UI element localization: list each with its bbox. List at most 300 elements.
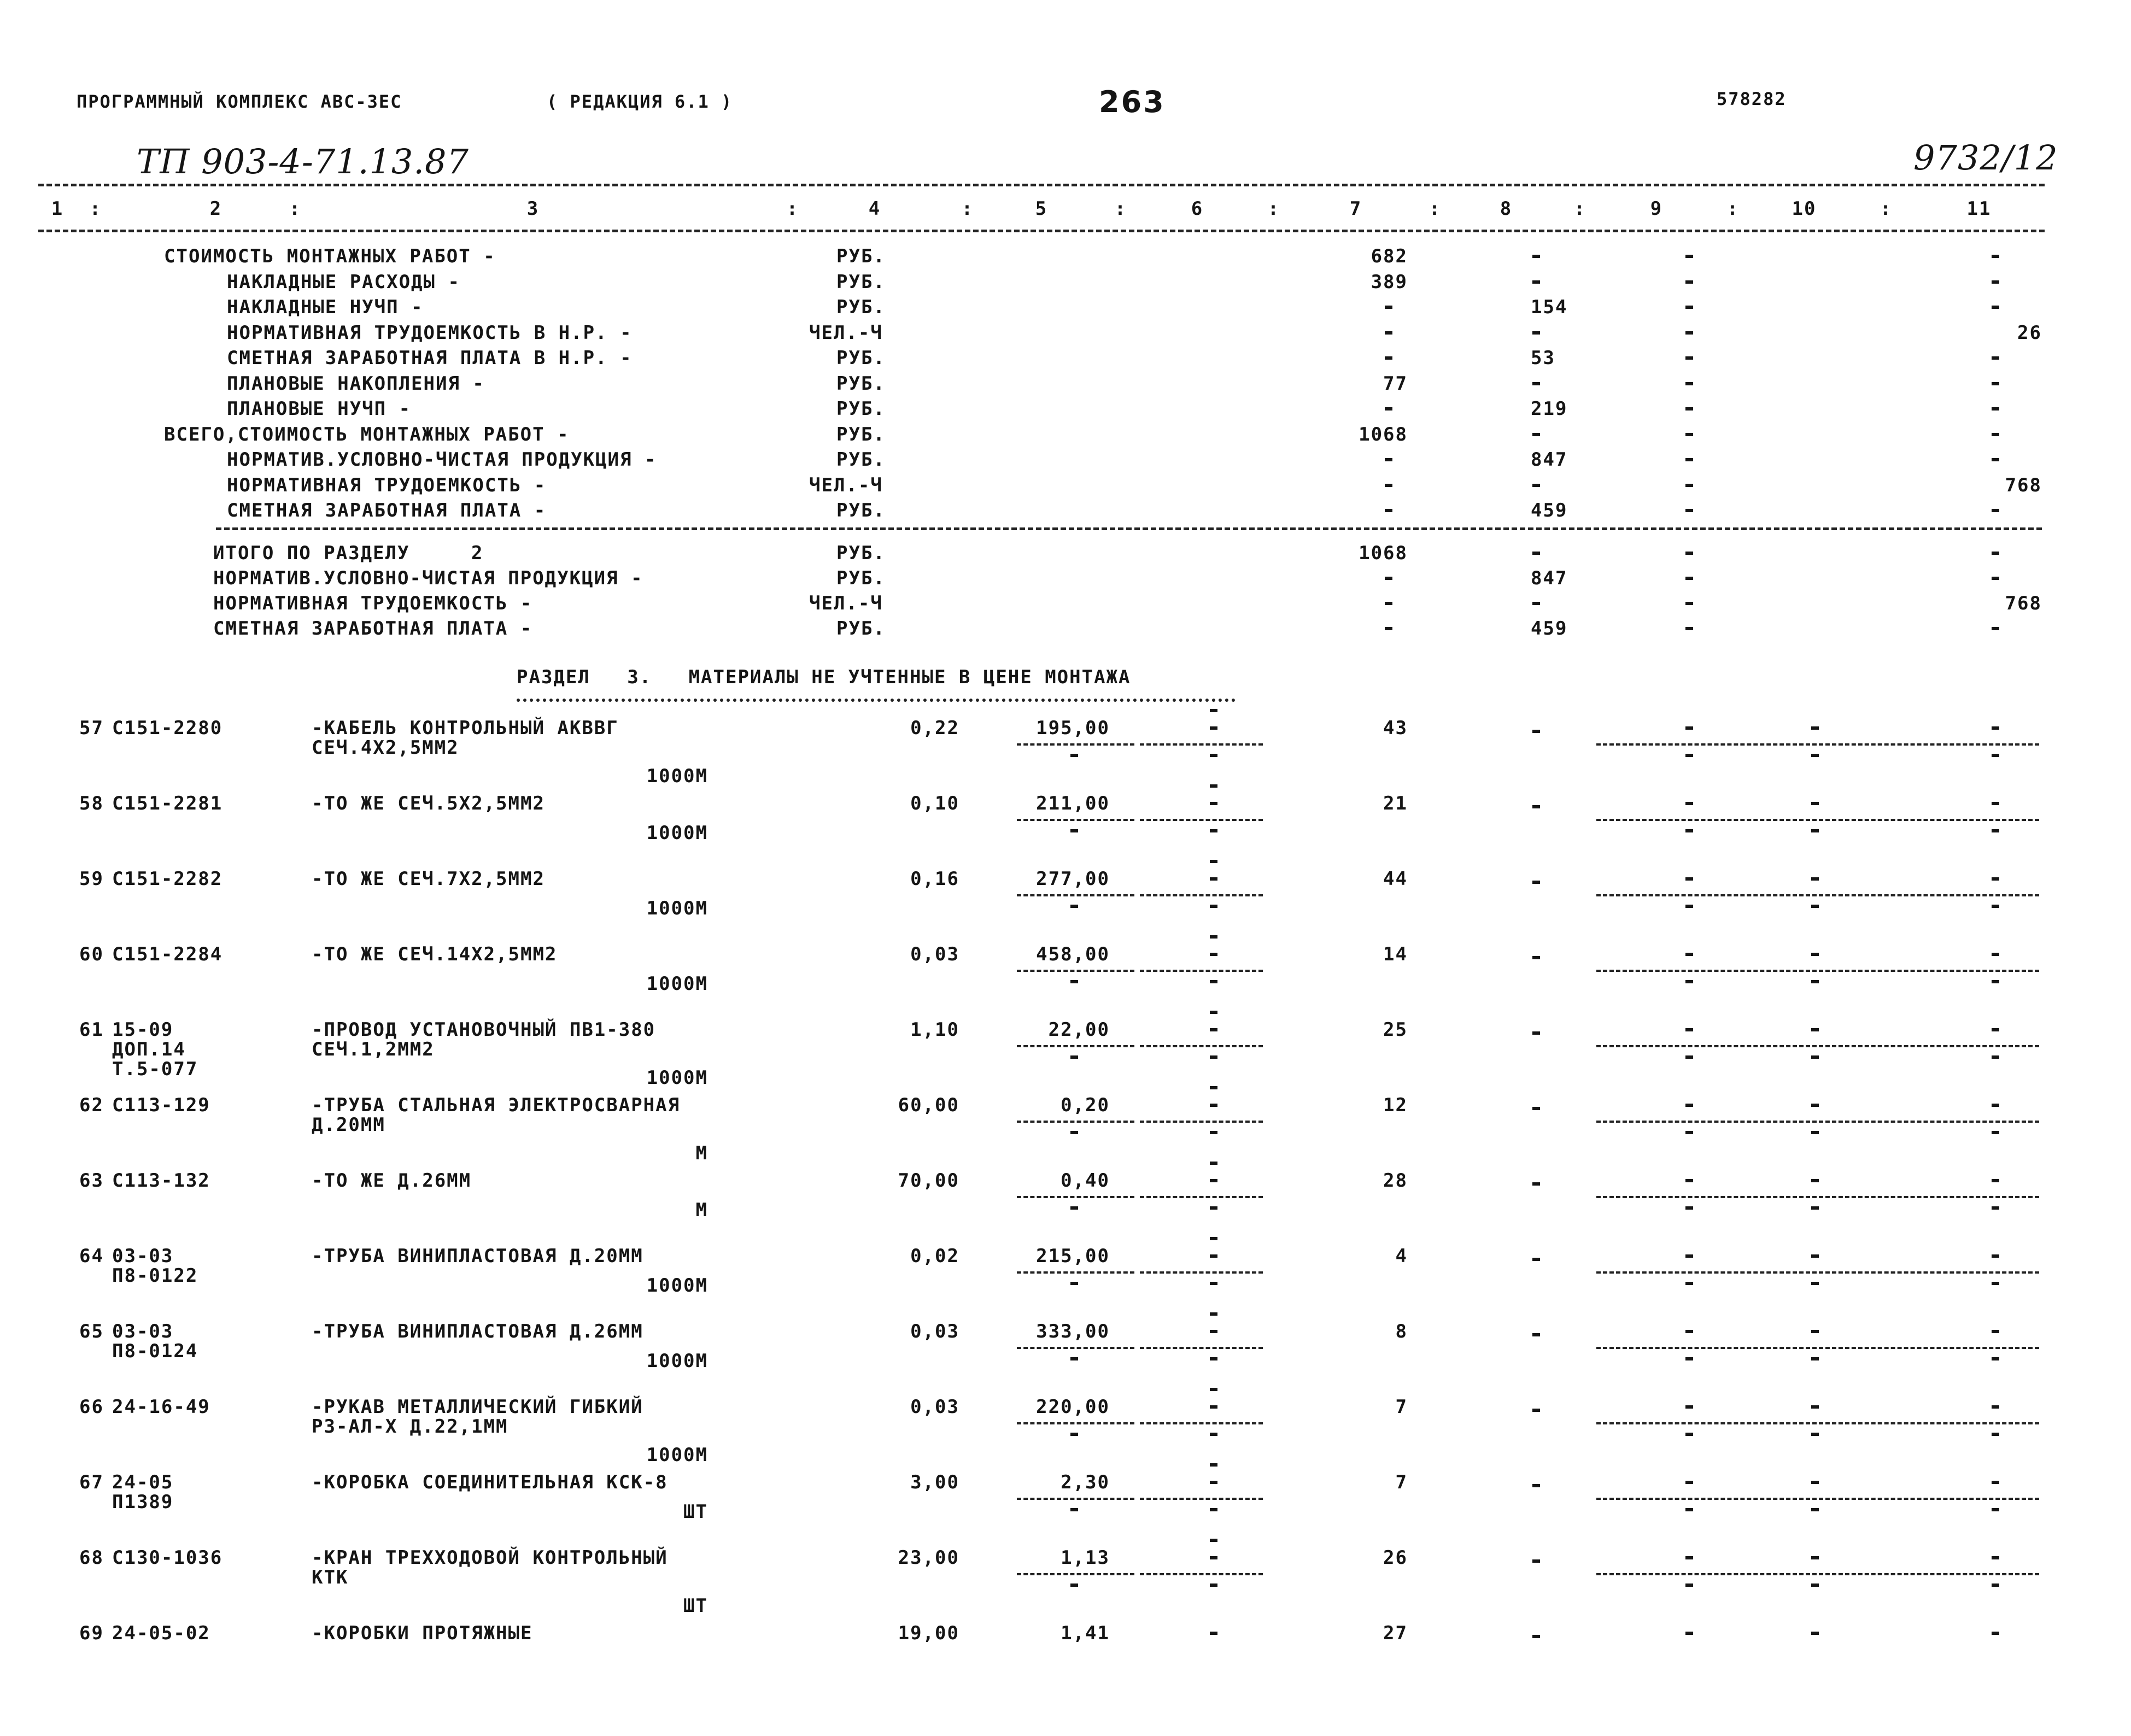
price-split-rule bbox=[1017, 894, 1134, 896]
col11-empty bbox=[1992, 1556, 1999, 1559]
column-divider: : bbox=[1114, 198, 1127, 220]
item-code: С113-129 bbox=[112, 1094, 210, 1116]
col11-lower bbox=[1992, 1508, 1999, 1511]
col11-lower bbox=[1992, 1055, 1999, 1059]
totals-col8: 459 bbox=[1531, 618, 1568, 640]
col10-lower bbox=[1811, 829, 1819, 832]
summary-col11-mark bbox=[1992, 382, 1999, 385]
col8-empty bbox=[1532, 1107, 1540, 1110]
col10-lower bbox=[1811, 1508, 1819, 1511]
column-divider: : bbox=[961, 198, 974, 220]
item-description: -КРАН ТРЕХХОДОВОЙ КОНТРОЛЬНЫЙ bbox=[312, 1547, 668, 1569]
summary-col8-mark bbox=[1532, 331, 1540, 335]
col6-lower bbox=[1210, 754, 1217, 757]
summary-col9-mark bbox=[1685, 382, 1693, 385]
item-description: -КОРОБКИ ПРОТЯЖНЫЕ bbox=[312, 1622, 533, 1644]
item-description: -ТО ЖЕ СЕЧ.5Х2,5ММ2 bbox=[312, 793, 545, 814]
summary-unit: РУБ. bbox=[836, 296, 886, 318]
column-divider: : bbox=[786, 198, 799, 220]
col5-lower bbox=[1070, 1131, 1078, 1134]
col10-empty bbox=[1811, 1254, 1819, 1258]
item-code: П1389 bbox=[112, 1491, 174, 1513]
price-split-rule bbox=[1017, 1498, 1134, 1500]
col9-lower bbox=[1685, 980, 1693, 983]
cols9-11-split-rule bbox=[1596, 819, 2039, 821]
summary-unit: РУБ. bbox=[836, 271, 886, 293]
totals-col9-mark bbox=[1685, 577, 1693, 580]
col5-lower bbox=[1070, 1282, 1078, 1285]
cols9-11-split-rule bbox=[1596, 1271, 2039, 1274]
col9-lower bbox=[1685, 1583, 1693, 1587]
col10-empty bbox=[1811, 1179, 1819, 1182]
col6-lower bbox=[1210, 905, 1217, 908]
item-code: С151-2284 bbox=[112, 943, 223, 965]
summary-col11: 26 bbox=[2017, 321, 2042, 344]
item-quantity: 19,00 bbox=[898, 1622, 959, 1644]
summary-col11-mark bbox=[1992, 255, 1999, 258]
item-number: 69 bbox=[79, 1622, 104, 1644]
column-number-7: 7 bbox=[1349, 198, 1362, 220]
item-code: С151-2280 bbox=[112, 717, 223, 739]
col6-empty bbox=[1210, 1481, 1217, 1484]
summary-col8-mark bbox=[1532, 280, 1540, 284]
item-unit: 1000М bbox=[646, 822, 708, 844]
item-description: -ТРУБА ВИНИПЛАСТОВАЯ Д.26ММ bbox=[312, 1321, 643, 1342]
item-price: 0,40 bbox=[1061, 1170, 1110, 1192]
col11-empty bbox=[1992, 1330, 1999, 1333]
price-split-rule bbox=[1017, 1196, 1134, 1198]
summary-label: НОРМАТИВ.УСЛОВНО-ЧИСТАЯ ПРОДУКЦИЯ - bbox=[227, 449, 657, 471]
col10-lower bbox=[1811, 1206, 1819, 1210]
item-unit: М bbox=[695, 1199, 708, 1221]
item-number: 58 bbox=[79, 793, 104, 814]
item-number: 62 bbox=[79, 1094, 104, 1116]
item-total: 21 bbox=[1383, 793, 1408, 814]
summary-col9-mark bbox=[1685, 356, 1693, 360]
item-quantity: 0,03 bbox=[910, 1321, 959, 1342]
totals-col7-mark bbox=[1385, 627, 1392, 630]
section-title-underline bbox=[517, 699, 1236, 702]
col6-lower bbox=[1210, 829, 1217, 832]
item-description: РЗ-АЛ-Х Д.22,1ММ bbox=[312, 1416, 508, 1438]
col10-lower bbox=[1811, 1357, 1819, 1360]
item-quantity: 23,00 bbox=[898, 1547, 959, 1569]
col10-empty bbox=[1811, 1405, 1819, 1409]
sheet-number: 9732/12 bbox=[1913, 138, 2058, 178]
column-number-5: 5 bbox=[1035, 198, 1048, 220]
col6-split-rule bbox=[1140, 743, 1263, 746]
col6-split-rule bbox=[1140, 1573, 1263, 1575]
column-number-2: 2 bbox=[209, 198, 223, 220]
document-code: 578282 bbox=[1717, 89, 1787, 109]
item-number: 61 bbox=[79, 1019, 104, 1041]
summary-label: НОРМАТИВНАЯ ТРУДОЕМКОСТЬ - bbox=[227, 474, 547, 496]
summary-col8: 847 bbox=[1531, 449, 1568, 471]
summary-unit: РУБ. bbox=[836, 398, 886, 420]
totals-unit: РУБ. bbox=[836, 618, 886, 640]
item-code: П8-0124 bbox=[112, 1340, 198, 1362]
summary-col8-mark bbox=[1532, 382, 1540, 385]
col11-empty bbox=[1992, 1254, 1999, 1258]
summary-col9-mark bbox=[1685, 484, 1693, 487]
col10-empty bbox=[1811, 1632, 1819, 1635]
column-divider: : bbox=[1267, 198, 1280, 220]
col6-upper bbox=[1210, 1162, 1217, 1165]
summary-col11-mark bbox=[1992, 356, 1999, 360]
item-total: 4 bbox=[1395, 1245, 1408, 1267]
cols9-11-split-rule bbox=[1596, 970, 2039, 972]
summary-col7-mark bbox=[1385, 407, 1392, 410]
col8-empty bbox=[1532, 1333, 1540, 1336]
summary-col9-mark bbox=[1685, 458, 1693, 461]
item-description: -КАБЕЛЬ КОНТРОЛЬНЫЙ АКВВГ bbox=[312, 717, 619, 739]
item-code: 24-05 bbox=[112, 1471, 174, 1493]
price-split-rule bbox=[1017, 1121, 1134, 1123]
col9-empty bbox=[1685, 1330, 1693, 1333]
price-split-rule bbox=[1017, 1573, 1134, 1575]
col11-lower bbox=[1992, 1206, 1999, 1210]
summary-col7-mark bbox=[1385, 356, 1392, 360]
totals-col9-mark bbox=[1685, 627, 1693, 630]
item-price: 2,30 bbox=[1061, 1471, 1110, 1493]
column-number-8: 8 bbox=[1500, 198, 1513, 220]
col9-empty bbox=[1685, 1254, 1693, 1258]
totals-col8-mark bbox=[1532, 552, 1540, 555]
col9-empty bbox=[1685, 1104, 1693, 1107]
col10-empty bbox=[1811, 953, 1819, 956]
col8-empty bbox=[1532, 1559, 1540, 1563]
item-price: 211,00 bbox=[1036, 793, 1110, 814]
col6-empty bbox=[1210, 802, 1217, 805]
item-unit: ШТ bbox=[683, 1501, 708, 1523]
page-number: 263 bbox=[1099, 85, 1166, 119]
summary-col7: 389 bbox=[1371, 271, 1408, 293]
item-description: -ТРУБА ВИНИПЛАСТОВАЯ Д.20ММ bbox=[312, 1245, 643, 1267]
item-number: 63 bbox=[79, 1170, 104, 1192]
summary-col8: 459 bbox=[1531, 500, 1568, 521]
cols9-11-split-rule bbox=[1596, 1196, 2039, 1198]
summary-col8-mark bbox=[1532, 255, 1540, 258]
col9-empty bbox=[1685, 1405, 1693, 1409]
col6-upper bbox=[1210, 860, 1217, 863]
item-code: С130-1036 bbox=[112, 1547, 223, 1569]
col5-lower bbox=[1070, 1583, 1078, 1587]
col10-empty bbox=[1811, 726, 1819, 730]
column-divider: : bbox=[1429, 198, 1442, 220]
summary-unit: РУБ. bbox=[836, 347, 886, 369]
col6-split-rule bbox=[1140, 1347, 1263, 1349]
totals-label: НОРМАТИВНАЯ ТРУДОЕМКОСТЬ - bbox=[213, 593, 533, 614]
col6-split-rule bbox=[1140, 1121, 1263, 1123]
summary-col9-mark bbox=[1685, 407, 1693, 410]
summary-col7: 1068 bbox=[1359, 423, 1408, 445]
col8-empty bbox=[1532, 1182, 1540, 1186]
item-code: Т.5-077 bbox=[112, 1058, 198, 1080]
col6-empty bbox=[1210, 1330, 1217, 1333]
col9-lower bbox=[1685, 1357, 1693, 1360]
col11-empty bbox=[1992, 877, 1999, 881]
col8-empty bbox=[1532, 1635, 1540, 1638]
program-name: ПРОГРАММНЫЙ КОМПЛЕКС АВС-ЗЕС bbox=[77, 91, 402, 112]
item-quantity: 0,03 bbox=[910, 943, 959, 965]
totals-col11: 768 bbox=[2005, 593, 2042, 614]
col6-upper bbox=[1210, 1539, 1217, 1542]
col6-split-rule bbox=[1140, 1422, 1263, 1424]
item-number: 66 bbox=[79, 1396, 104, 1418]
item-number: 67 bbox=[79, 1471, 104, 1493]
col5-lower bbox=[1070, 1508, 1078, 1511]
header-rule-top bbox=[38, 184, 2045, 186]
totals-col9-mark bbox=[1685, 552, 1693, 555]
col6-split-rule bbox=[1140, 1271, 1263, 1274]
item-total: 43 bbox=[1383, 717, 1408, 739]
summary-col7-mark bbox=[1385, 458, 1392, 461]
cols9-11-split-rule bbox=[1596, 1045, 2039, 1047]
item-code: 03-03 bbox=[112, 1245, 174, 1267]
totals-col11-mark bbox=[1992, 552, 1999, 555]
col10-empty bbox=[1811, 1330, 1819, 1333]
item-quantity: 0,10 bbox=[910, 793, 959, 814]
item-quantity: 0,03 bbox=[910, 1396, 959, 1418]
totals-label: СМЕТНАЯ ЗАРАБОТНАЯ ПЛАТА - bbox=[213, 618, 533, 640]
price-split-rule bbox=[1017, 1347, 1134, 1349]
col6-empty bbox=[1210, 726, 1217, 730]
summary-unit: ЧЕЛ.-Ч bbox=[809, 474, 883, 496]
col6-split-rule bbox=[1140, 819, 1263, 821]
item-description: КТК bbox=[312, 1567, 349, 1588]
col10-lower bbox=[1811, 1583, 1819, 1587]
col10-empty bbox=[1811, 1481, 1819, 1484]
column-divider: : bbox=[289, 198, 302, 220]
item-total: 14 bbox=[1383, 943, 1408, 965]
item-price: 333,00 bbox=[1036, 1321, 1110, 1342]
col11-lower bbox=[1992, 829, 1999, 832]
col9-empty bbox=[1685, 953, 1693, 956]
col6-empty bbox=[1210, 1632, 1217, 1635]
column-divider: : bbox=[1573, 198, 1586, 220]
totals-unit: РУБ. bbox=[836, 567, 886, 589]
col6-lower bbox=[1210, 1357, 1217, 1360]
col9-empty bbox=[1685, 1632, 1693, 1635]
col9-lower bbox=[1685, 1508, 1693, 1511]
totals-col11-mark bbox=[1992, 627, 1999, 630]
item-unit: 1000М bbox=[646, 765, 708, 787]
col10-lower bbox=[1811, 1433, 1819, 1436]
col5-lower bbox=[1070, 980, 1078, 983]
item-price: 195,00 bbox=[1036, 717, 1110, 739]
summary-col11: 768 bbox=[2005, 474, 2042, 496]
item-code: 03-03 bbox=[112, 1321, 174, 1342]
item-number: 65 bbox=[79, 1321, 104, 1342]
col11-empty bbox=[1992, 953, 1999, 956]
item-total: 8 bbox=[1395, 1321, 1408, 1342]
cols9-11-split-rule bbox=[1596, 1498, 2039, 1500]
col9-empty bbox=[1685, 1556, 1693, 1559]
item-description: -КОРОБКА СОЕДИНИТЕЛЬНАЯ КСК-8 bbox=[312, 1471, 668, 1493]
col10-lower bbox=[1811, 1131, 1819, 1134]
col10-lower bbox=[1811, 980, 1819, 983]
cols9-11-split-rule bbox=[1596, 743, 2039, 746]
summary-label: СМЕТНАЯ ЗАРАБОТНАЯ ПЛАТА В Н.Р. - bbox=[227, 347, 633, 369]
item-price: 220,00 bbox=[1036, 1396, 1110, 1418]
item-quantity: 1,10 bbox=[910, 1019, 959, 1041]
summary-col8: 154 bbox=[1531, 296, 1568, 318]
col6-empty bbox=[1210, 953, 1217, 956]
col8-empty bbox=[1532, 730, 1540, 733]
item-description: -ТРУБА СТАЛЬНАЯ ЭЛЕКТРОСВАРНАЯ bbox=[312, 1094, 681, 1116]
col10-empty bbox=[1811, 1028, 1819, 1031]
summary-col9-mark bbox=[1685, 280, 1693, 284]
col11-lower bbox=[1992, 1282, 1999, 1285]
col10-lower bbox=[1811, 1055, 1819, 1059]
cols9-11-split-rule bbox=[1596, 1347, 2039, 1349]
item-price: 277,00 bbox=[1036, 868, 1110, 890]
item-number: 57 bbox=[79, 717, 104, 739]
col6-empty bbox=[1210, 1254, 1217, 1258]
summary-col7-mark bbox=[1385, 306, 1392, 309]
summary-col11-mark bbox=[1992, 407, 1999, 410]
col9-empty bbox=[1685, 802, 1693, 805]
summary-label: СТОИМОСТЬ МОНТАЖНЫХ РАБОТ - bbox=[164, 245, 496, 267]
col10-lower bbox=[1811, 905, 1819, 908]
col11-lower bbox=[1992, 1357, 1999, 1360]
col6-upper bbox=[1210, 1388, 1217, 1391]
summary-col7: 682 bbox=[1371, 245, 1408, 267]
totals-unit: ЧЕЛ.-Ч bbox=[809, 593, 883, 614]
col6-lower bbox=[1210, 1508, 1217, 1511]
summary-unit: РУБ. bbox=[836, 245, 886, 267]
totals-col7-mark bbox=[1385, 577, 1392, 580]
summary-col8-mark bbox=[1532, 484, 1540, 487]
col6-lower bbox=[1210, 980, 1217, 983]
col11-lower bbox=[1992, 905, 1999, 908]
summary-col8-mark bbox=[1532, 433, 1540, 436]
price-split-rule bbox=[1017, 1271, 1134, 1274]
col11-empty bbox=[1992, 1632, 1999, 1635]
item-quantity: 70,00 bbox=[898, 1170, 959, 1192]
item-number: 60 bbox=[79, 943, 104, 965]
item-unit: 1000М bbox=[646, 1350, 708, 1372]
summary-col9-mark bbox=[1685, 255, 1693, 258]
col6-upper bbox=[1210, 1312, 1217, 1316]
col8-empty bbox=[1532, 805, 1540, 808]
item-price: 1,41 bbox=[1061, 1622, 1110, 1644]
summary-col9-mark bbox=[1685, 433, 1693, 436]
cols9-11-split-rule bbox=[1596, 1573, 2039, 1575]
item-number: 59 bbox=[79, 868, 104, 890]
col5-lower bbox=[1070, 905, 1078, 908]
col9-empty bbox=[1685, 726, 1693, 730]
totals-col11-mark bbox=[1992, 577, 1999, 580]
item-description: -ТО ЖЕ Д.26ММ bbox=[312, 1170, 472, 1192]
col9-lower bbox=[1685, 829, 1693, 832]
item-description: СЕЧ.4Х2,5ММ2 bbox=[312, 737, 459, 759]
column-divider: : bbox=[1880, 198, 1893, 220]
summary-label: НОРМАТИВНАЯ ТРУДОЕМКОСТЬ В Н.Р. - bbox=[227, 321, 633, 344]
item-total: 7 bbox=[1395, 1471, 1408, 1493]
section-title: РАЗДЕЛ 3. МАТЕРИАЛЫ НЕ УЧТЕННЫЕ В ЦЕНЕ МОНТАЖА bbox=[517, 666, 1131, 688]
col6-empty bbox=[1210, 877, 1217, 881]
item-total: 26 bbox=[1383, 1547, 1408, 1569]
col6-empty bbox=[1210, 1405, 1217, 1409]
summary-col7-mark bbox=[1385, 484, 1392, 487]
col11-empty bbox=[1992, 1481, 1999, 1484]
summary-col7-mark bbox=[1385, 509, 1392, 512]
col11-lower bbox=[1992, 754, 1999, 757]
item-quantity: 0,02 bbox=[910, 1245, 959, 1267]
summary-unit: РУБ. bbox=[836, 449, 886, 471]
item-unit: М bbox=[695, 1142, 708, 1164]
summary-col7: 77 bbox=[1383, 372, 1408, 395]
col9-empty bbox=[1685, 877, 1693, 881]
col9-lower bbox=[1685, 754, 1693, 757]
summary-col11-mark bbox=[1992, 306, 1999, 309]
col6-split-rule bbox=[1140, 1498, 1263, 1500]
item-quantity: 0,16 bbox=[910, 868, 959, 890]
col6-lower bbox=[1210, 1282, 1217, 1285]
totals-label: ИТОГО ПО РАЗДЕЛУ 2 bbox=[213, 542, 484, 564]
summary-unit: ЧЕЛ.-Ч bbox=[809, 321, 883, 344]
column-divider: : bbox=[89, 198, 102, 220]
column-number-10: 10 bbox=[1792, 198, 1817, 220]
summary-unit: РУБ. bbox=[836, 500, 886, 521]
price-split-rule bbox=[1017, 819, 1134, 821]
column-divider: : bbox=[1726, 198, 1740, 220]
item-number: 64 bbox=[79, 1245, 104, 1267]
cols9-11-split-rule bbox=[1596, 894, 2039, 896]
summary-label: ПЛАНОВЫЕ НАКОПЛЕНИЯ - bbox=[227, 372, 485, 395]
col8-empty bbox=[1532, 1031, 1540, 1035]
col6-empty bbox=[1210, 1028, 1217, 1031]
column-number-1: 1 bbox=[51, 198, 64, 220]
col5-lower bbox=[1070, 1055, 1078, 1059]
column-number-4: 4 bbox=[868, 198, 881, 220]
item-total: 27 bbox=[1383, 1622, 1408, 1644]
col9-lower bbox=[1685, 1282, 1693, 1285]
column-number-9: 9 bbox=[1650, 198, 1663, 220]
totals-label: НОРМАТИВ.УСЛОВНО-ЧИСТАЯ ПРОДУКЦИЯ - bbox=[213, 567, 643, 589]
col11-empty bbox=[1992, 802, 1999, 805]
summary-label: ВСЕГО,СТОИМОСТЬ МОНТАЖНЫХ РАБОТ - bbox=[164, 423, 570, 445]
item-quantity: 0,22 bbox=[910, 717, 959, 739]
col9-lower bbox=[1685, 905, 1693, 908]
summary-label: СМЕТНАЯ ЗАРАБОТНАЯ ПЛАТА - bbox=[227, 500, 547, 521]
summary-col11-mark bbox=[1992, 458, 1999, 461]
item-total: 12 bbox=[1383, 1094, 1408, 1116]
summary-col9-mark bbox=[1685, 509, 1693, 512]
col8-empty bbox=[1532, 1258, 1540, 1261]
col11-lower bbox=[1992, 1583, 1999, 1587]
item-total: 44 bbox=[1383, 868, 1408, 890]
item-code: С151-2281 bbox=[112, 793, 223, 814]
item-description: -ТО ЖЕ СЕЧ.14Х2,5ММ2 bbox=[312, 943, 558, 965]
item-quantity: 60,00 bbox=[898, 1094, 959, 1116]
col11-empty bbox=[1992, 1179, 1999, 1182]
col6-upper bbox=[1210, 1463, 1217, 1467]
price-split-rule bbox=[1017, 970, 1134, 972]
col11-empty bbox=[1992, 1405, 1999, 1409]
cols9-11-split-rule bbox=[1596, 1121, 2039, 1123]
col10-lower bbox=[1811, 754, 1819, 757]
col11-empty bbox=[1992, 1028, 1999, 1031]
col8-empty bbox=[1532, 1484, 1540, 1487]
col9-lower bbox=[1685, 1206, 1693, 1210]
item-code: 24-05-02 bbox=[112, 1622, 210, 1644]
item-price: 1,13 bbox=[1061, 1547, 1110, 1569]
summary-label: ПЛАНОВЫЕ НУЧП - bbox=[227, 398, 412, 420]
summary-col7-mark bbox=[1385, 331, 1392, 335]
totals-col8: 847 bbox=[1531, 567, 1568, 589]
